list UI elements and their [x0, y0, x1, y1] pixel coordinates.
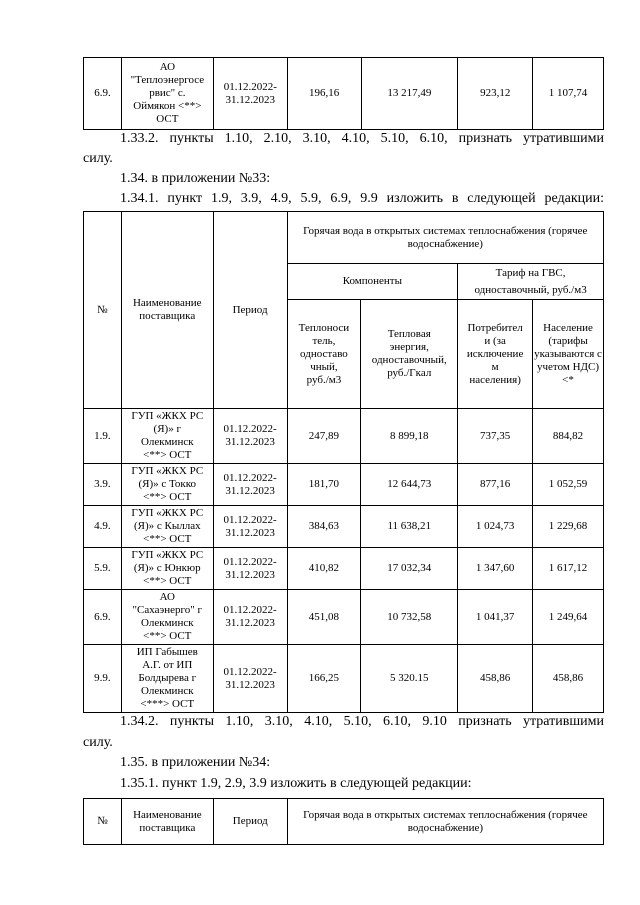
- table-row: [84, 645, 604, 713]
- header-population: Население (тарифы указываются с учетом НДС) <*: [533, 300, 604, 409]
- population-value: 1 249,64: [533, 590, 604, 645]
- energy-value: 5 320.15: [361, 645, 458, 713]
- header-row: [84, 799, 604, 845]
- paragraph-1-34-1: 1.34.1. пункт 1.9, 3.9, 4.9, 5.9, 6.9, 9.9 изложить в следующей редакции:: [120, 191, 604, 206]
- paragraph-1-35-1: 1.35.1. пункт 1.9, 2.9, 3.9 изложить в следующей редакции:: [120, 776, 472, 791]
- population-value: 1 229,68: [533, 506, 604, 548]
- period-cell: 01.12.2022- 31.12.2023: [213, 58, 287, 130]
- header-period: Период: [213, 212, 287, 409]
- period-cell: 01.12.2022- 31.12.2023: [213, 409, 287, 464]
- supplier-name: ГУП «ЖКХ РС (Я)» с Кыллах <**> ОСТ: [121, 506, 213, 548]
- energy-value: 13 217,49: [361, 58, 458, 130]
- paragraph-1-34-2: 1.34.2. пункты 1.10, 3.10, 4.10, 5.10, 6.10, 9.10 признать утратившими: [120, 714, 604, 729]
- paragraph-1-34-2-continued: силу.: [83, 735, 113, 750]
- table-row: [84, 506, 604, 548]
- supplier-name: ГУП «ЖКХ РС (Я)» г Олекминск <**> ОСТ: [121, 409, 213, 464]
- table-row: [84, 58, 604, 130]
- period-cell: 01.12.2022- 31.12.2023: [213, 645, 287, 713]
- header-hot-water: Горячая вода в открытых системах теплоснабжения (горячее водоснабжение): [287, 799, 603, 845]
- carrier-value: 181,70: [287, 464, 361, 506]
- paragraph-1-35: 1.35. в приложении №34:: [120, 755, 271, 770]
- bottom-table: [83, 798, 604, 845]
- header-tariff: Тариф на ГВС, одноставочный, руб./м3: [458, 264, 604, 300]
- header-period: Период: [213, 799, 287, 845]
- energy-value: 10 732,58: [361, 590, 458, 645]
- carrier-value: 410,82: [287, 548, 361, 590]
- supplier-name: АО "Сахаэнерго" г Олекминск <**> ОСТ: [121, 590, 213, 645]
- energy-value: 12 644,73: [361, 464, 458, 506]
- header-number: №: [84, 799, 122, 845]
- paragraph-1-33-2-continued: силу.: [83, 151, 113, 166]
- consumers-value: 737,35: [458, 409, 533, 464]
- header-hot-water: Горячая вода в открытых системах теплоснабжения (горячее водоснабжение): [287, 212, 603, 264]
- supplier-name: ИП Габышев А.Г. от ИП Болдырева г Олекминск <***> ОСТ: [121, 645, 213, 713]
- header-components: Компоненты: [287, 264, 458, 300]
- header-consumers: Потребител и (за исключение м населения): [458, 300, 533, 409]
- row-number: 4.9.: [84, 506, 122, 548]
- supplier-name: АО "Теплоэнергосе рвис" с. Оймякон <**> ОСТ: [121, 58, 213, 130]
- tariff-table: [83, 211, 604, 713]
- top-table: [83, 57, 604, 130]
- row-number: 9.9.: [84, 645, 122, 713]
- carrier-value: 451,08: [287, 590, 361, 645]
- consumers-value: 1 024,73: [458, 506, 533, 548]
- population-value: 458,86: [533, 645, 604, 713]
- period-cell: 01.12.2022- 31.12.2023: [213, 548, 287, 590]
- energy-value: 17 032,34: [361, 548, 458, 590]
- supplier-name: ГУП «ЖКХ РС (Я)» с Юнкюр <**> ОСТ: [121, 548, 213, 590]
- carrier-value: 384,63: [287, 506, 361, 548]
- period-cell: 01.12.2022- 31.12.2023: [213, 506, 287, 548]
- table-row: [84, 548, 604, 590]
- row-number: 6.9.: [84, 58, 122, 130]
- carrier-value: 166,25: [287, 645, 361, 713]
- table-row: [84, 590, 604, 645]
- energy-value: 8 899,18: [361, 409, 458, 464]
- consumers-value: 1 041,37: [458, 590, 533, 645]
- population-value: 1 617,12: [533, 548, 604, 590]
- period-cell: 01.12.2022- 31.12.2023: [213, 590, 287, 645]
- header-supplier: Наименование поставщика: [121, 799, 213, 845]
- population-value: 884,82: [533, 409, 604, 464]
- consumers-value: 877,16: [458, 464, 533, 506]
- supplier-name: ГУП «ЖКХ РС (Я)» с Токко <**> ОСТ: [121, 464, 213, 506]
- row-number: 3.9.: [84, 464, 122, 506]
- population-value: 1 107,74: [533, 58, 604, 130]
- consumers-value: 923,12: [458, 58, 533, 130]
- paragraph-1-34: 1.34. в приложении №33:: [120, 171, 271, 186]
- consumers-value: 1 347,60: [458, 548, 533, 590]
- row-number: 1.9.: [84, 409, 122, 464]
- header-number: №: [84, 212, 122, 409]
- header-energy: Тепловая энергия, одноставочный, руб./Гкал: [361, 300, 458, 409]
- header-carrier: Теплоноси тель, одноставо чный, руб./м3: [287, 300, 361, 409]
- table-row: [84, 464, 604, 506]
- energy-value: 11 638,21: [361, 506, 458, 548]
- row-number: 5.9.: [84, 548, 122, 590]
- carrier-value: 247,89: [287, 409, 361, 464]
- carrier-value: 196,16: [287, 58, 361, 130]
- population-value: 1 052,59: [533, 464, 604, 506]
- header-supplier: Наименование поставщика: [121, 212, 213, 409]
- table-row: [84, 409, 604, 464]
- consumers-value: 458,86: [458, 645, 533, 713]
- row-number: 6.9.: [84, 590, 122, 645]
- header-row: [84, 212, 604, 264]
- period-cell: 01.12.2022- 31.12.2023: [213, 464, 287, 506]
- paragraph-1-33-2: 1.33.2. пункты 1.10, 2.10, 3.10, 4.10, 5.10, 6.10, признать утратившими: [120, 131, 604, 146]
